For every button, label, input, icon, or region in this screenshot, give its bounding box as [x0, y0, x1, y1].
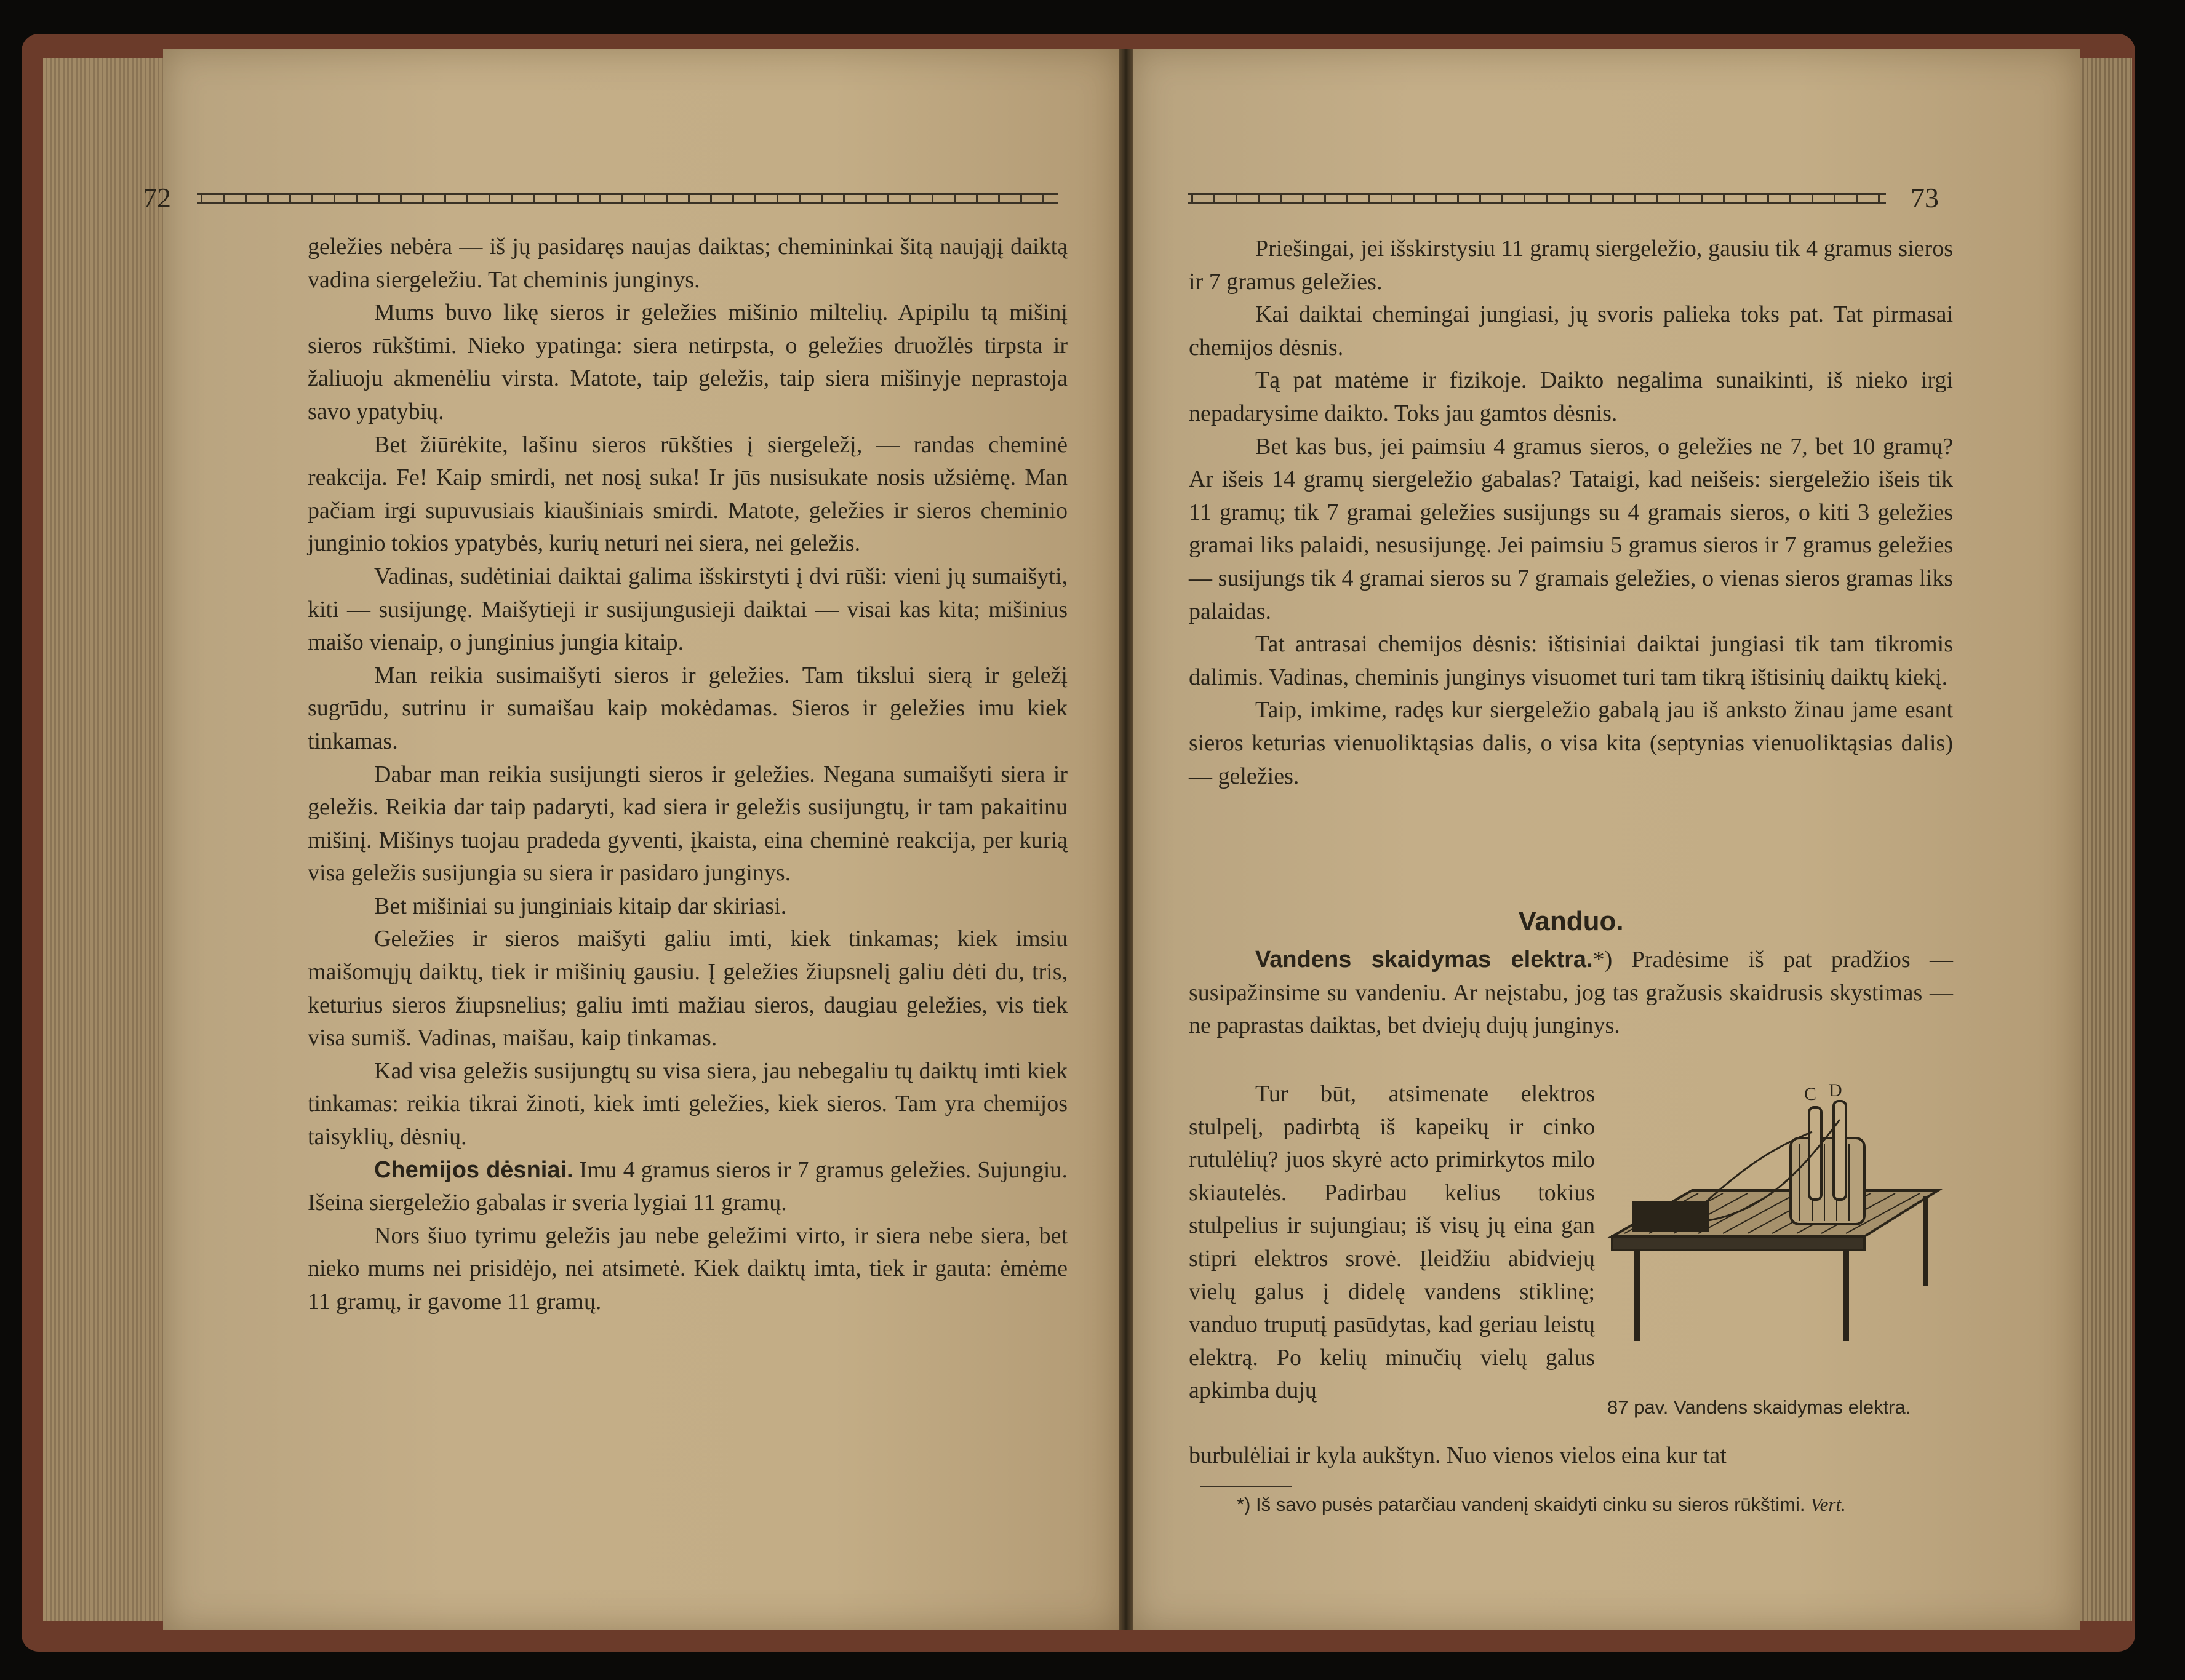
section-lead: Vandens skaidymas elektra.: [1255, 947, 1593, 973]
paragraph: Taip, imkime, radęs kur siergeležio gabalą jau iš anksto žinau jame esant sieros keturias vienuoliktąsias dalis, o visa kita (septynias vienuoliktąsias dalis) — geležies.: [1189, 697, 1953, 789]
footnote: [1237, 1494, 1846, 1516]
paragraph-text: Imu 4 gramus sieros ir 7 gramus geležies. Sujungiu. Išeina siergeležio gabalas ir sveria lygiai 11 gramų.: [308, 1156, 1068, 1216]
paragraph: Priešingai, jei išskirstysiu 11 gramų siergeležio, gausiu tik 4 gramus sieros ir 7 gramus geležies.: [1189, 236, 1953, 295]
paragraph: Mums buvo likę sieros ir geležies mišinio miltelių. Apipilu tą mišinį sieros rūkštimi. Nieko ypatinga: siera netirpsta, o geležies druožlės tirpsta ir žaliuoju akmenėliu virsta. Matote, taip geležis, taip siera mišinyje neprastoja savo ypatybių.: [308, 300, 1068, 424]
paragraph: Tur būt, atsimenate elektros stulpelį, padirbtą iš kapeikų ir cinko rutulėlių? juos skyrė acto primirkytos milo skiautelės. Padirbau kelius tokius stulpelius ir sujungiau; iš visų jų eina gan stipri elektros srovė. Įleidžiu abidviejų vielų galus į didelę vandens stiklinę; vanduo truputį pasūdytas, kad geriau leistų elektrą. Po kelių minučių vielų galus apkimba dujų: [1189, 1081, 1595, 1404]
section-intro: [1189, 944, 1953, 1043]
continuation-text: [1189, 1439, 1953, 1473]
footnote-attribution: Vert.: [1810, 1494, 1846, 1515]
paragraph: Vadinas, sudėtiniai daiktai galima išskirstyti į dvi rūši: vieni jų sumaišyti, kiti — susijungę. Maišytieji ir susijungusieji daiktai — visai kas kita; mišinius maišo vienaip, o junginius jungia kitaip.: [308, 563, 1068, 656]
section-lead: Chemijos dėsniai.: [374, 1156, 573, 1183]
footnote-rule: [1200, 1486, 1292, 1487]
section-heading: Vanduo.: [1518, 906, 1624, 936]
header-ornament: [197, 193, 1058, 204]
table-edge: [1612, 1236, 1864, 1250]
page-edges-left: [43, 58, 166, 1621]
left-page-body: [308, 231, 1068, 1319]
paragraph: Tat antrasai chemijos dėsnis: ištisiniai daiktai jungiasi tik tam tikromis dalimis. Vadinas, cheminis junginys visuomet turi tam tikrą ištisinių daiktų kiekį.: [1189, 631, 1953, 690]
paragraph: [1189, 944, 1953, 1043]
paragraph: burbulėliai ir kyla aukštyn. Nuo vienos vielos eina kur tat: [1189, 1443, 1727, 1468]
paragraph-text: Pradėsime iš pat pradžios — susipažinsime su vandeniu. Ar neįstabu, jog tas gražusis skaidrusis skystimas — ne paprastas daiktas, bet dviejų dujų junginys.: [1189, 947, 1953, 1039]
paragraph: [308, 1154, 1068, 1220]
paragraph: Bet žiūrėkite, lašinu sieros rūkšties į siergeležį, — randas cheminė reakcija. Fe! Kaip smirdi, net nosį suka! Ir jūs nusisukate nosis užsiėmę. Man pačiam irgi supuvusiais kiaušiniais smirdi. Matote, geležies ir sieros cheminio junginio tokios ypatybės, kurių neturi nei siera, nei geležis.: [308, 431, 1068, 557]
paragraph: Bet kas bus, jei paimsiu 4 gramus sieros, o geležies ne 7, bet 10 gramų? Ar išeis 14 gramų siergeležio gabalas? Tataigi, kad neišeis: siergeležio išeis tik 11 gramų; tik 7 gramai geležies susijungs su 4 gramais sieros, o kiti 3 geležies gramai liks palaidi, nesusijungę. Jei paimsiu 5 gramus sieros ir 7 gramus geležies — susijungs tik 4 gramai sieros su 7 gramais geležies, o vienas sieros gramas liks palaidas.: [1189, 433, 1953, 624]
paragraph: geležies nebėra — iš jų pasidaręs naujas daiktas; chemininkai šitą naująjį daiktą vadina siergeležiu. Tat cheminis junginys.: [308, 234, 1068, 293]
paragraph: Kad visa geležis susijungtų su visa siera, jau nebegaliu tų daiktų imti kiek tinkamas: reikia tikrai žinoti, kiek imti geležies, kiek sieros. Tam yra chemijos taisyklių, dėsnių.: [308, 1057, 1068, 1150]
paragraph: Dabar man reikia susijungti sieros ir geležies. Negana sumaišyti siera ir geležis. Reikia dar taip padaryti, kad siera ir geležis susijungtų, ir tam pakaitinu mišinį. Mišinys tuojau pradeda gyventi, įkaista, eina cheminė reakcija, per kurią visa geležis susijungia su siera ir pasidaro junginys.: [308, 761, 1068, 886]
paragraph: Nors šiuo tyrimu geležis jau nebe geležimi virto, ir siera nebe siera, bet nieko mums nei prisidėjo, nei atsimetė. Kiek daiktų imta, tiek ir gauta: ėmėme 11 gramų, ir gavome 11 gramų.: [308, 1222, 1068, 1315]
paragraph: Tą pat matėme ir fizikoje. Daikto negalima sunaikinti, iš nieko irgi nepadarysime daikto. Toks jau gamtos dėsnis.: [1189, 367, 1953, 426]
tube-c: [1809, 1107, 1821, 1200]
electrolysis-illustration: [1606, 1083, 1951, 1347]
page-number: 73: [1911, 182, 1939, 213]
tube-d: [1834, 1101, 1846, 1200]
right-page-body: [1189, 233, 1953, 793]
footnote-mark: *): [1237, 1494, 1251, 1515]
label-c: C: [1804, 1084, 1817, 1104]
paragraph: Geležies ir sieros maišyti galiu imti, kiek tinkamas; kiek imsiu maišomųjų daiktų, tiek ir mišinių gausiu. Į geležies žiupsnelį galiu dėti du, tris, keturius sieros žiupsnelius; galiu imti mažiau sieros, daugiau geležies, vis tiek visa sumiš. Vadinas, maišau, kaip tinkamas.: [308, 926, 1068, 1051]
battery-pile: [1634, 1203, 1708, 1230]
page-number: 72: [143, 182, 171, 213]
wrapped-text: [1189, 1078, 1595, 1407]
page-edges-right: [2080, 58, 2132, 1621]
header-ornament: [1188, 193, 1886, 204]
figure-caption: 87 pav. Vandens skaidymas elektra.: [1607, 1396, 1911, 1418]
water-glass: [1791, 1138, 1864, 1224]
paragraph: Man reikia susimaišyti sieros ir geležies. Tam tikslui sierą ir geležį sugrūdu, sutrinu ir sumaišau kaip mokėdamas. Sieros ir geležies imu kiek tinkamas.: [308, 662, 1068, 754]
footnote-mark: *): [1592, 947, 1613, 973]
label-d: D: [1829, 1083, 1842, 1101]
footnote-text: Iš savo pusės patarčiau vandenį skaidyti cinku su sieros rūkštimi.: [1250, 1494, 1811, 1515]
paragraph: Bet mišiniai su junginiais kitaip dar skiriasi.: [374, 893, 787, 919]
book-gutter: [1119, 49, 1133, 1630]
paragraph: Kai daiktai chemingai jungiasi, jų svoris palieka toks pat. Tat pirmasai chemijos dėsnis.: [1189, 301, 1953, 360]
